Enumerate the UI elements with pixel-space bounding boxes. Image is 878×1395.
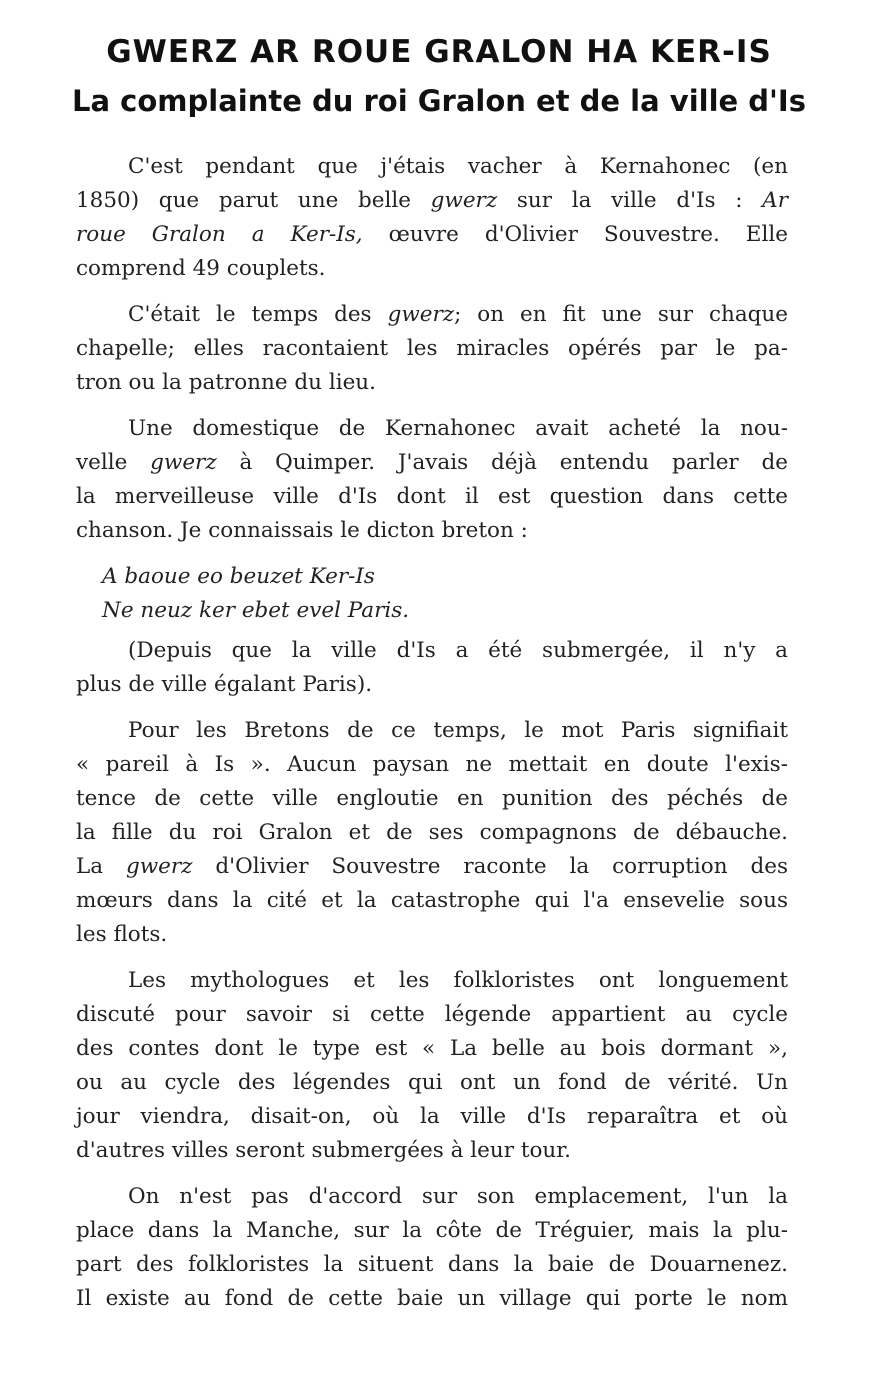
paragraph: [76, 714, 788, 952]
text-line: Pour les Bretons de ce temps, le mot Paris signifiait: [128, 718, 788, 743]
verse-line: A baoue eo beuzet Ker-Is: [102, 564, 375, 589]
text-line: d'autres villes seront submergées à leur tour.: [76, 1138, 572, 1163]
title-french: La complainte du roi Gralon et de la ville d'Is: [72, 84, 806, 118]
text-line: roue Gralon a Ker-Is, œuvre d'Olivier Souvestre. Elle: [76, 222, 788, 247]
text-line: La gwerz d'Olivier Souvestre raconte la corruption des: [76, 854, 788, 879]
text-line: des contes dont le type est « La belle au bois dormant »,: [76, 1036, 788, 1061]
text-line: 1850) que parut une belle gwerz sur la ville d'Is : Ar: [76, 188, 788, 213]
text-line: On n'est pas d'accord sur son emplacement, l'un la: [128, 1184, 788, 1209]
text-line: C'est pendant que j'étais vacher à Kernahonec (en: [128, 154, 788, 179]
text-line: Une domestique de Kernahonec avait acheté la nou-: [128, 416, 788, 441]
text-line: discuté pour savoir si cette légende appartient au cycle: [76, 1002, 788, 1027]
text-line: jour viendra, disait-on, où la ville d'Is reparaîtra et où: [76, 1104, 788, 1129]
body-text: [76, 150, 788, 1328]
text-line: velle gwerz à Quimper. J'avais déjà entendu parler de: [76, 450, 788, 475]
breton-proverb: [76, 560, 788, 628]
paragraph: [76, 298, 788, 400]
text-line: (Depuis que la ville d'Is a été submergée, il n'y a: [128, 638, 788, 663]
text-line: tence de cette ville engloutie en punition des péchés de: [76, 786, 788, 811]
text-line: chanson. Je connaissais le dicton breton :: [76, 518, 528, 543]
text-line: la merveilleuse ville d'Is dont il est question dans cette: [76, 484, 788, 509]
text-line: les flots.: [76, 922, 168, 947]
text-line: la fille du roi Gralon et de ses compagnons de débauche.: [76, 820, 788, 845]
text-line: ou au cycle des légendes qui ont un fond de vérité. Un: [76, 1070, 788, 1095]
paragraph: [76, 412, 788, 548]
text-line: part des folkloristes la situent dans la baie de Douarnenez.: [76, 1252, 788, 1277]
text-line: tron ou la patronne du lieu.: [76, 370, 376, 395]
text-line: plus de ville égalant Paris).: [76, 672, 373, 697]
text-line: Il existe au fond de cette baie un village qui porte le nom: [76, 1286, 788, 1311]
paragraph: [76, 634, 788, 702]
text-line: C'était le temps des gwerz; on en fit une sur chaque: [128, 302, 788, 327]
text-line: « pareil à Is ». Aucun paysan ne mettait en doute l'exis-: [76, 752, 788, 777]
paragraph: [76, 150, 788, 286]
paragraph: [76, 1180, 788, 1316]
verse-line: Ne neuz ker ebet evel Paris.: [102, 598, 410, 623]
text-line: mœurs dans la cité et la catastrophe qui l'a ensevelie sous: [76, 888, 788, 913]
paragraph: [76, 964, 788, 1168]
text-line: place dans la Manche, sur la côte de Tréguier, mais la plu-: [76, 1218, 788, 1243]
text-line: chapelle; elles racontaient les miracles opérés par le pa-: [76, 336, 788, 361]
title-breton: GWERZ AR ROUE GRALON HA KER-IS: [106, 34, 772, 70]
text-line: Les mythologues et les folkloristes ont longuement: [128, 968, 788, 993]
text-line: comprend 49 couplets.: [76, 256, 326, 281]
